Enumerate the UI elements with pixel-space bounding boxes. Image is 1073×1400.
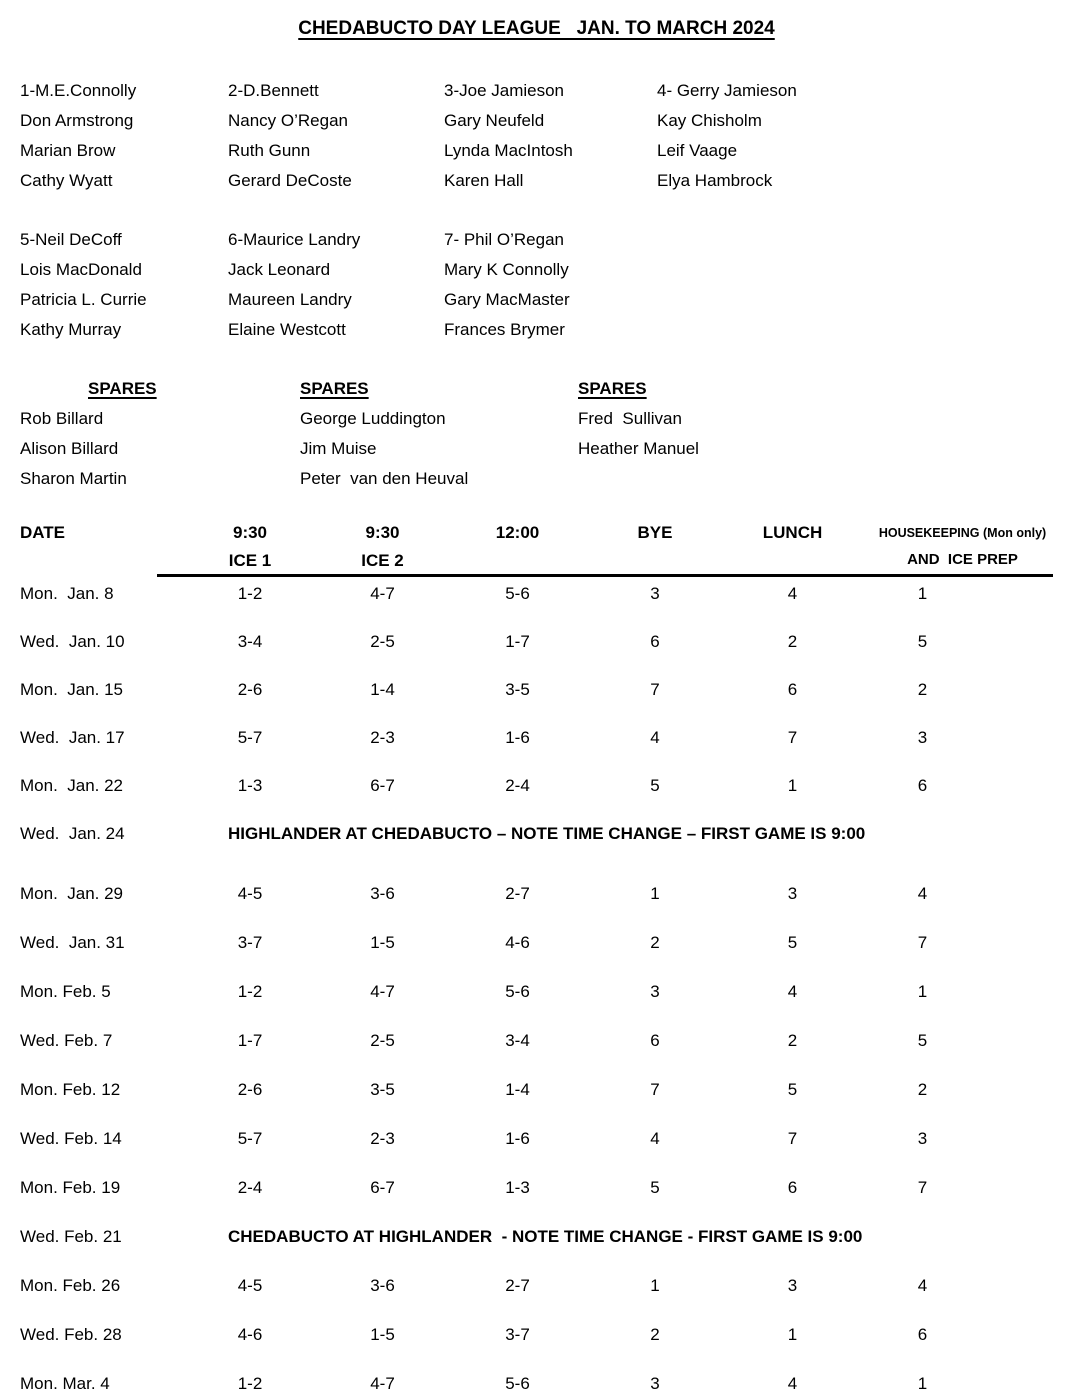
schedule-row bbox=[0, 728, 1073, 776]
schedule-date: Mon. Feb. 26 bbox=[20, 1276, 121, 1295]
schedule-note: HIGHLANDER AT CHEDABUCTO – NOTE TIME CHANGE – FIRST GAME IS 9:00 bbox=[228, 824, 866, 843]
schedule-row bbox=[0, 1178, 1073, 1227]
spare-player: Peter van den Heuval bbox=[300, 469, 469, 488]
ice2-matchup: 2-3 bbox=[370, 728, 395, 747]
team-2 bbox=[228, 76, 444, 196]
housekeeping-team: 6 bbox=[917, 1325, 928, 1344]
schedule-date: Wed. Feb. 7 bbox=[20, 1031, 113, 1050]
schedule-date: Mon. Jan. 29 bbox=[20, 884, 124, 903]
team-6-player: Elaine Westcott bbox=[228, 320, 346, 339]
noon-matchup: 2-7 bbox=[505, 884, 530, 903]
lunch-team: 4 bbox=[787, 584, 798, 603]
col-header-time-ice1: 9:30 bbox=[232, 523, 268, 542]
col-header-date: DATE bbox=[20, 523, 66, 542]
bye-team: 6 bbox=[650, 1031, 660, 1050]
lunch-team: 2 bbox=[787, 1031, 798, 1050]
ice2-matchup: 2-3 bbox=[370, 1129, 395, 1148]
col-header-lunch: LUNCH bbox=[762, 523, 823, 542]
ice1-matchup: 2-4 bbox=[237, 1178, 263, 1197]
schedule-date: Mon. Feb. 5 bbox=[20, 982, 111, 1001]
bye-team: 5 bbox=[650, 1178, 660, 1197]
spare-player: Fred Sullivan bbox=[578, 409, 682, 428]
ice2-matchup: 3-6 bbox=[370, 884, 395, 903]
schedule-row bbox=[0, 933, 1073, 982]
schedule-date: Mon. Mar. 4 bbox=[20, 1374, 110, 1393]
spares-heading: SPARES bbox=[88, 379, 157, 398]
housekeeping-team: 1 bbox=[917, 982, 928, 1001]
noon-matchup: 5-6 bbox=[505, 1374, 530, 1393]
noon-matchup: 3-7 bbox=[505, 1325, 530, 1344]
bye-team: 5 bbox=[650, 776, 660, 795]
spares-heading: SPARES bbox=[578, 379, 647, 398]
team-7 bbox=[444, 225, 570, 345]
housekeeping-team: 2 bbox=[917, 680, 928, 699]
ice2-matchup: 6-7 bbox=[370, 1178, 395, 1197]
team-2-player: Ruth Gunn bbox=[228, 141, 311, 160]
lunch-team: 5 bbox=[787, 1080, 798, 1099]
lunch-team: 6 bbox=[787, 1178, 798, 1197]
noon-matchup: 1-3 bbox=[505, 1178, 530, 1197]
team-7-player: Mary K Connolly bbox=[444, 260, 569, 279]
schedule-date: Wed. Jan. 24 bbox=[20, 824, 125, 843]
schedule-row bbox=[0, 776, 1073, 824]
ice1-matchup: 1-2 bbox=[237, 1374, 263, 1393]
noon-matchup: 3-4 bbox=[505, 1031, 530, 1050]
schedule-date: Mon. Feb. 19 bbox=[20, 1178, 121, 1197]
bye-team: 7 bbox=[650, 680, 660, 699]
team-3 bbox=[444, 76, 657, 196]
bye-team: 7 bbox=[650, 1080, 660, 1099]
lunch-team: 4 bbox=[787, 1374, 798, 1393]
noon-matchup: 5-6 bbox=[505, 982, 530, 1001]
team-6-captain: 6-Maurice Landry bbox=[228, 230, 361, 249]
lunch-team: 2 bbox=[787, 632, 798, 651]
team-1-captain: 1-M.E.Connolly bbox=[20, 81, 137, 100]
lunch-team: 7 bbox=[787, 1129, 798, 1148]
spare-player: Sharon Martin bbox=[20, 469, 127, 488]
housekeeping-team: 3 bbox=[917, 1129, 928, 1148]
housekeeping-team: 5 bbox=[917, 632, 928, 651]
schedule-date: Mon. Jan. 15 bbox=[20, 680, 124, 699]
ice2-matchup: 6-7 bbox=[370, 776, 395, 795]
team-7-player: Gary MacMaster bbox=[444, 290, 570, 309]
schedule-date: Wed. Feb. 28 bbox=[20, 1325, 122, 1344]
schedule-row bbox=[0, 1374, 1073, 1400]
team-5-captain: 5-Neil DeCoff bbox=[20, 230, 122, 249]
col-header-time-noon: 12:00 bbox=[495, 523, 540, 542]
team-3-player: Lynda MacIntosh bbox=[444, 141, 573, 160]
ice2-matchup: 1-5 bbox=[370, 1325, 395, 1344]
team-5-player: Lois MacDonald bbox=[20, 260, 142, 279]
lunch-team: 5 bbox=[787, 933, 798, 952]
schedule-date: Mon. Jan. 22 bbox=[20, 776, 124, 795]
team-1-player: Don Armstrong bbox=[20, 111, 134, 130]
schedule-date: Wed. Feb. 21 bbox=[20, 1227, 122, 1246]
schedule-row bbox=[0, 1325, 1073, 1374]
schedule-date: Wed. Jan. 31 bbox=[20, 933, 125, 952]
spare-player: Jim Muise bbox=[300, 439, 377, 458]
spare-player: Heather Manuel bbox=[578, 439, 699, 458]
ice1-matchup: 3-4 bbox=[237, 632, 263, 651]
page-title-text: CHEDABUCTO DAY LEAGUE JAN. TO MARCH 2024 bbox=[298, 18, 775, 39]
bye-team: 6 bbox=[650, 632, 660, 651]
ice2-matchup: 1-4 bbox=[370, 680, 395, 699]
schedule-row bbox=[0, 680, 1073, 728]
housekeeping-team: 5 bbox=[917, 1031, 928, 1050]
ice1-matchup: 4-6 bbox=[237, 1325, 263, 1344]
noon-matchup: 1-6 bbox=[505, 1129, 530, 1148]
teams-row-1 bbox=[20, 76, 797, 196]
ice1-matchup: 1-2 bbox=[237, 982, 263, 1001]
lunch-team: 7 bbox=[787, 728, 798, 747]
noon-matchup: 1-4 bbox=[505, 1080, 530, 1099]
schedule-row bbox=[0, 1031, 1073, 1080]
housekeeping-team: 4 bbox=[917, 1276, 928, 1295]
lunch-team: 1 bbox=[787, 1325, 798, 1344]
ice2-matchup: 4-7 bbox=[370, 982, 395, 1001]
page-title bbox=[0, 18, 1073, 40]
housekeeping-team: 7 bbox=[917, 933, 928, 952]
bye-team: 1 bbox=[650, 1276, 660, 1295]
housekeeping-team: 3 bbox=[917, 728, 928, 747]
schedule-date: Wed. Jan. 17 bbox=[20, 728, 125, 747]
team-5-player: Patricia L. Currie bbox=[20, 290, 147, 309]
team-5-player: Kathy Murray bbox=[20, 320, 122, 339]
lunch-team: 3 bbox=[787, 884, 798, 903]
team-2-player: Nancy O’Regan bbox=[228, 111, 349, 130]
schedule-date: Wed. Feb. 14 bbox=[20, 1129, 122, 1148]
team-3-player: Karen Hall bbox=[444, 171, 524, 190]
ice2-matchup: 4-7 bbox=[370, 584, 395, 603]
schedule-note: CHEDABUCTO AT HIGHLANDER - NOTE TIME CHANGE - FIRST GAME IS 9:00 bbox=[228, 1227, 863, 1246]
col-header-ice2: ICE 2 bbox=[361, 551, 404, 570]
schedule-date: Mon. Jan. 8 bbox=[20, 584, 114, 603]
team-4-captain: 4- Gerry Jamieson bbox=[657, 81, 797, 100]
bye-team: 2 bbox=[650, 1325, 660, 1344]
ice2-matchup: 2-5 bbox=[370, 1031, 395, 1050]
schedule-row bbox=[0, 1080, 1073, 1129]
team-4-player: Leif Vaage bbox=[657, 141, 738, 160]
lunch-team: 4 bbox=[787, 982, 798, 1001]
schedule-header bbox=[0, 523, 1073, 579]
ice1-matchup: 4-5 bbox=[237, 884, 263, 903]
schedule-note-row bbox=[0, 824, 1073, 873]
bye-team: 4 bbox=[650, 1129, 660, 1148]
schedule-row bbox=[0, 884, 1073, 933]
team-1 bbox=[20, 76, 228, 196]
bye-team: 3 bbox=[650, 584, 660, 603]
team-2-captain: 2-D.Bennett bbox=[228, 81, 319, 100]
spares-section bbox=[0, 374, 1073, 509]
spares-column-2 bbox=[300, 374, 468, 494]
noon-matchup: 2-7 bbox=[505, 1276, 530, 1295]
team-6 bbox=[228, 225, 444, 345]
housekeeping-team: 7 bbox=[917, 1178, 928, 1197]
team-1-player: Marian Brow bbox=[20, 141, 116, 160]
lunch-team: 6 bbox=[787, 680, 798, 699]
housekeeping-team: 1 bbox=[917, 584, 928, 603]
bye-team: 4 bbox=[650, 728, 660, 747]
bye-team: 3 bbox=[650, 1374, 660, 1393]
ice1-matchup: 1-7 bbox=[237, 1031, 263, 1050]
ice2-matchup: 3-5 bbox=[370, 1080, 395, 1099]
noon-matchup: 5-6 bbox=[505, 584, 530, 603]
housekeeping-team: 1 bbox=[917, 1374, 928, 1393]
team-5 bbox=[20, 225, 228, 345]
schedule-header-line-1 bbox=[0, 523, 1073, 551]
lunch-team: 3 bbox=[787, 1276, 798, 1295]
ice2-matchup: 4-7 bbox=[370, 1374, 395, 1393]
ice1-matchup: 4-5 bbox=[237, 1276, 263, 1295]
spares-column-3 bbox=[578, 374, 699, 464]
housekeeping-team: 6 bbox=[917, 776, 928, 795]
noon-matchup: 3-5 bbox=[505, 680, 530, 699]
team-7-captain: 7- Phil O’Regan bbox=[444, 230, 565, 249]
housekeeping-team: 4 bbox=[917, 884, 928, 903]
team-7-player: Frances Brymer bbox=[444, 320, 565, 339]
noon-matchup: 1-6 bbox=[505, 728, 530, 747]
ice1-matchup: 3-7 bbox=[237, 933, 263, 952]
col-header-time-ice2: 9:30 bbox=[365, 523, 400, 542]
col-header-ice1: ICE 1 bbox=[228, 551, 272, 570]
schedule-table bbox=[0, 584, 1073, 1400]
team-4 bbox=[657, 76, 797, 196]
team-4-player: Kay Chisholm bbox=[657, 111, 762, 130]
noon-matchup: 4-6 bbox=[505, 933, 530, 952]
spare-player: Rob Billard bbox=[20, 409, 104, 428]
ice2-matchup: 2-5 bbox=[370, 632, 395, 651]
schedule-date: Wed. Jan. 10 bbox=[20, 632, 125, 651]
schedule-row bbox=[0, 1129, 1073, 1178]
ice1-matchup: 5-7 bbox=[237, 728, 263, 747]
team-1-player: Cathy Wyatt bbox=[20, 171, 113, 190]
col-header-bye: BYE bbox=[637, 523, 673, 542]
team-4-player: Elya Hambrock bbox=[657, 171, 773, 190]
spare-player: Alison Billard bbox=[20, 439, 119, 458]
col-header-housekeeping: HOUSEKEEPING (Mon only) bbox=[878, 526, 1047, 540]
ice1-matchup: 5-7 bbox=[237, 1129, 263, 1148]
schedule-row bbox=[0, 584, 1073, 632]
ice2-matchup: 3-6 bbox=[370, 1276, 395, 1295]
spare-player: George Luddington bbox=[300, 409, 446, 428]
ice1-matchup: 2-6 bbox=[237, 680, 263, 699]
housekeeping-team: 2 bbox=[917, 1080, 928, 1099]
bye-team: 3 bbox=[650, 982, 660, 1001]
schedule-row bbox=[0, 632, 1073, 680]
team-3-player: Gary Neufeld bbox=[444, 111, 545, 130]
spares-heading: SPARES bbox=[300, 379, 369, 398]
teams-row-2 bbox=[20, 225, 570, 345]
ice1-matchup: 1-2 bbox=[237, 584, 263, 603]
bye-team: 2 bbox=[650, 933, 660, 952]
team-6-player: Jack Leonard bbox=[228, 260, 331, 279]
team-6-player: Maureen Landry bbox=[228, 290, 352, 309]
noon-matchup: 2-4 bbox=[505, 776, 530, 795]
ice1-matchup: 2-6 bbox=[237, 1080, 263, 1099]
ice2-matchup: 1-5 bbox=[370, 933, 395, 952]
team-2-player: Gerard DeCoste bbox=[228, 171, 352, 190]
noon-matchup: 1-7 bbox=[505, 632, 530, 651]
lunch-team: 1 bbox=[787, 776, 798, 795]
schedule-row bbox=[0, 982, 1073, 1031]
schedule-date: Mon. Feb. 12 bbox=[20, 1080, 121, 1099]
team-3-captain: 3-Joe Jamieson bbox=[444, 81, 565, 100]
col-header-ice-prep: AND ICE PREP bbox=[907, 551, 1018, 568]
schedule-row bbox=[0, 1276, 1073, 1325]
header-divider-line bbox=[157, 574, 1053, 577]
schedule-note-row bbox=[0, 1227, 1073, 1276]
bye-team: 1 bbox=[650, 884, 660, 903]
spares-column-1 bbox=[20, 374, 157, 494]
ice1-matchup: 1-3 bbox=[237, 776, 263, 795]
